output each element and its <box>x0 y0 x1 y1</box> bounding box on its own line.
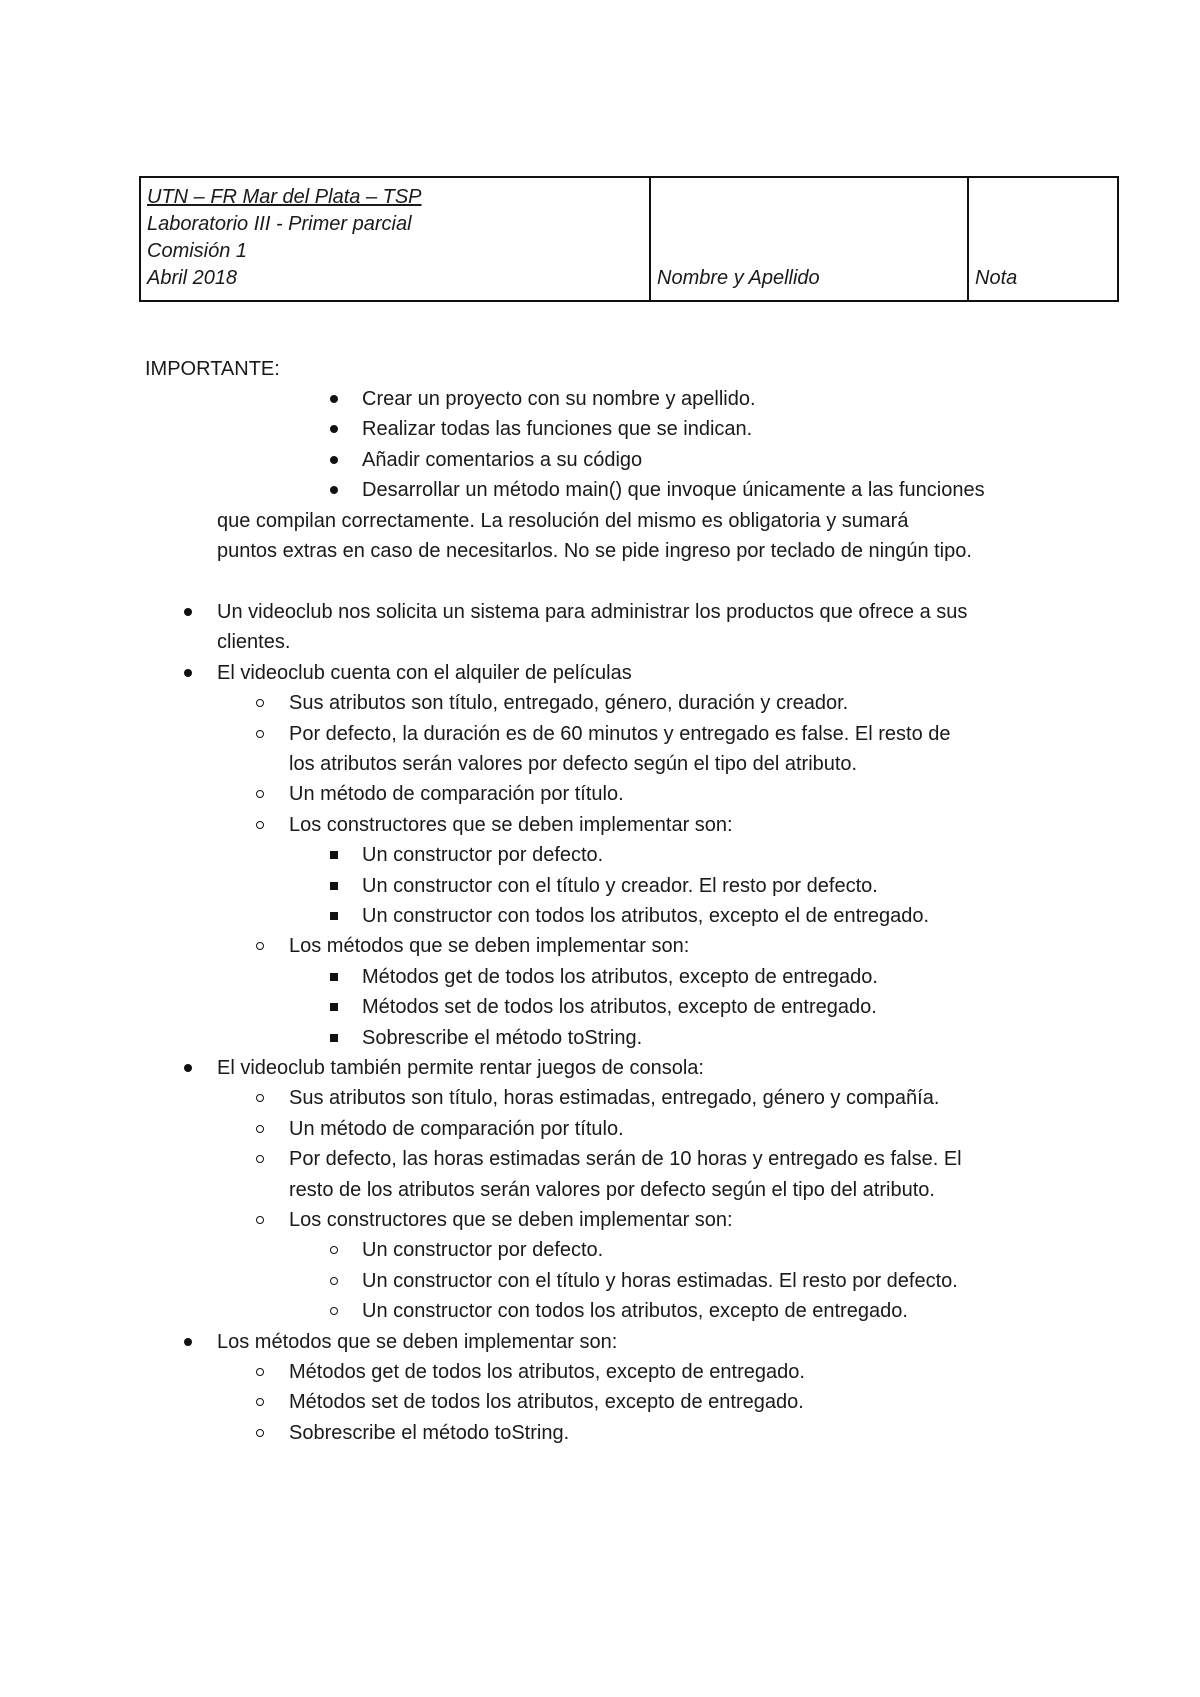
bullet-dot-icon <box>184 1338 192 1346</box>
bullet-square-icon <box>330 1034 338 1042</box>
exam-header-table <box>139 176 1119 302</box>
list-item-level-3: Métodos get de todos los atributos, excepto de entregado. <box>362 965 878 988</box>
list-item-level-1: Un videoclub nos solicita un sistema para administrar los productos que ofrece a sus <box>217 601 968 623</box>
bullet-dot-icon <box>330 425 338 433</box>
list-item-level-2: Los métodos que se deben implementar son: <box>289 935 690 958</box>
list-item-level-2: Sus atributos son título, horas estimadas, entregado, género y compañía. <box>289 1087 940 1110</box>
list-item-level-2: Sus atributos son título, entregado, género, duración y creador. <box>289 692 849 715</box>
bullet-circle-icon <box>256 730 264 738</box>
bullet-circle-icon <box>330 1246 338 1254</box>
list-item-level-3: Un constructor con todos los atributos, excepto de entregado. <box>362 1300 908 1323</box>
list-item-level-1: Los métodos que se deben implementar son: <box>217 1330 618 1353</box>
list-item-level-2: Sobrescribe el método toString. <box>289 1421 570 1444</box>
bullet-circle-icon <box>256 1429 264 1437</box>
subject-line: Laboratorio III - Primer parcial <box>147 213 412 235</box>
bullet-circle-icon <box>256 1368 264 1376</box>
course-info-cell <box>140 177 650 301</box>
bullet-circle-icon <box>256 1155 264 1163</box>
bullet-dot-icon <box>184 608 192 616</box>
bullet-square-icon <box>330 882 338 890</box>
date-line: Abril 2018 <box>147 267 238 289</box>
list-item-level-2: Un método de comparación por título. <box>289 1117 624 1140</box>
list-item-level-2: Los constructores que se deben implementar son: <box>289 813 733 836</box>
bullet-dot-icon <box>184 1064 192 1072</box>
bullet-circle-icon <box>256 699 264 707</box>
bullet-circle-icon <box>256 1398 264 1406</box>
list-item-level-2: los atributos serán valores por defecto según el tipo del atributo. <box>289 753 858 775</box>
list-item-level-2: Métodos get de todos los atributos, excepto de entregado. <box>289 1361 805 1383</box>
grade-cell <box>968 177 1118 301</box>
list-item-level-2: Métodos set de todos los atributos, excepto de entregado. <box>289 1391 804 1414</box>
list-item-level-3: Un constructor con todos los atributos, excepto el de entregado. <box>362 905 930 927</box>
list-item-level-1: El videoclub también permite rentar juegos de consola: <box>217 1057 704 1079</box>
instruction-continuation: que compilan correctamente. La resolución del mismo es obligatoria y sumará <box>217 509 909 532</box>
bullet-square-icon <box>330 973 338 981</box>
list-item-level-3: Un constructor por defecto. <box>362 1239 604 1262</box>
bullet-dot-icon <box>330 395 338 403</box>
list-item-level-2: Por defecto, las horas estimadas serán de 10 horas y entregado es false. El <box>289 1148 962 1171</box>
bullet-circle-icon <box>256 821 264 829</box>
bullet-square-icon <box>330 851 338 859</box>
list-item-level-3: Métodos set de todos los atributos, excepto de entregado. <box>362 996 877 1019</box>
bullet-circle-icon <box>256 790 264 798</box>
bullet-dot-icon <box>330 486 338 494</box>
institution-line: UTN – FR Mar del Plata – TSP <box>147 186 422 208</box>
bullet-square-icon <box>330 1003 338 1011</box>
commission-line: Comisión 1 <box>147 240 248 262</box>
list-item-level-3: Un constructor con el título y horas estimadas. El resto por defecto. <box>362 1269 958 1292</box>
list-item-level-2: resto de los atributos serán valores por defecto según el tipo del atributo. <box>289 1178 935 1201</box>
instruction-item: Desarrollar un método main() que invoque únicamente a las funciones <box>362 479 985 502</box>
instruction-item: Crear un proyecto con su nombre y apellido. <box>362 388 756 410</box>
bullet-dot-icon <box>330 456 338 464</box>
name-label: Nombre y Apellido <box>657 267 820 289</box>
list-item-level-3: Un constructor con el título y creador. El resto por defecto. <box>362 874 878 897</box>
bullet-dot-icon <box>184 669 192 677</box>
bullet-circle-icon <box>256 942 264 950</box>
list-item-level-3: Sobrescribe el método toString. <box>362 1026 643 1049</box>
grade-label: Nota <box>975 267 1018 289</box>
instruction-continuation: puntos extras en caso de necesitarlos. No se pide ingreso por teclado de ningún tipo. <box>217 540 972 562</box>
list-item-level-3: Un constructor por defecto. <box>362 844 604 867</box>
bullet-circle-icon <box>256 1216 264 1224</box>
bullet-circle-icon <box>330 1307 338 1315</box>
student-name-cell <box>650 177 968 301</box>
bullet-circle-icon <box>330 1277 338 1285</box>
list-item-level-2: Un método de comparación por título. <box>289 783 624 806</box>
list-item-level-1: El videoclub cuenta con el alquiler de películas <box>217 661 632 684</box>
list-item-level-1: clientes. <box>217 631 291 654</box>
bullet-circle-icon <box>256 1094 264 1102</box>
list-item-level-2: Los constructores que se deben implementar son: <box>289 1209 733 1231</box>
important-heading: IMPORTANTE: <box>145 358 280 380</box>
list-item-level-2: Por defecto, la duración es de 60 minutos y entregado es false. El resto de <box>289 722 951 745</box>
bullet-square-icon <box>330 912 338 920</box>
bullet-circle-icon <box>256 1125 264 1133</box>
instruction-item: Añadir comentarios a su código <box>362 448 643 471</box>
instruction-item: Realizar todas las funciones que se indican. <box>362 418 753 441</box>
